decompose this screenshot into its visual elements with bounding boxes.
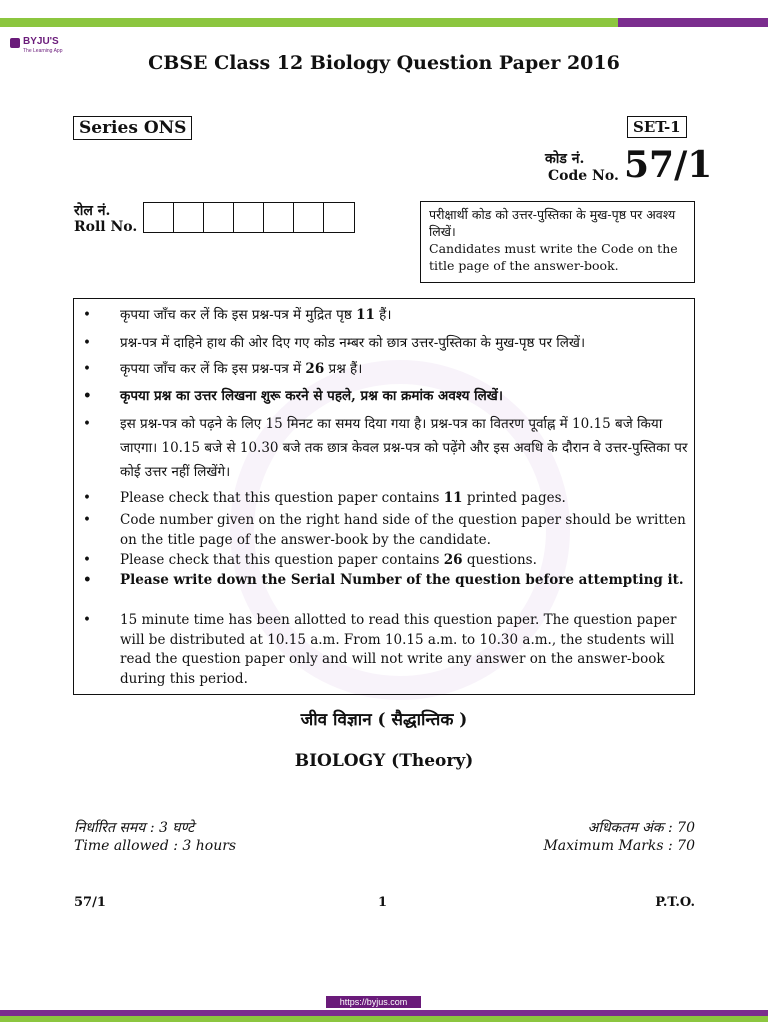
roll-digit-box[interactable] xyxy=(144,203,174,232)
series-label: Series ONS xyxy=(73,116,192,140)
subject-title-english: BIOLOGY (Theory) xyxy=(294,751,474,771)
instruction-hindi-1: • कृपया जाँच कर लें कि इस प्रश्न-पत्र में मुद्रित पृष्ठ 11 हैं। xyxy=(120,303,688,327)
footer-code: 57/1 xyxy=(74,895,106,910)
top-color-bar xyxy=(0,0,768,30)
instruction-hindi-5: • इस प्रश्न-पत्र को पढ़ने के लिए 15 मिनट का समय दिया गया है। प्रश्न-पत्र का वितरण पूर्वाह्न में 10.15 बजे किया जाएगा। 10.15 बजे से 10.30 बजे तक छात्र केवल प्रश्न-पत्र को पढ़ेंगे और इस अवधि के दौरान वे उत्तर-पुस्तिका पर कोई उत्तर नहीं लिखेंगे। xyxy=(120,412,688,484)
bullet-icon: • xyxy=(83,490,91,506)
roll-number-boxes[interactable] xyxy=(143,202,355,233)
time-allowed-hindi: निर्धारित समय : 3 घण्टे xyxy=(74,820,195,836)
logo-tagline: The Learning App xyxy=(23,48,63,54)
roll-digit-box[interactable] xyxy=(264,203,294,232)
instruction-english-4: • Please write down the Serial Number of the question before attempting it. xyxy=(120,571,688,591)
footer-pto: P.T.O. xyxy=(655,895,695,910)
logo-mark-icon xyxy=(10,38,20,48)
code-note-english: Candidates must write the Code on the title page of the answer-book. xyxy=(429,241,678,273)
maximum-marks-english: Maximum Marks : 70 xyxy=(543,838,695,854)
instructions-box xyxy=(73,298,695,695)
roll-digit-box[interactable] xyxy=(174,203,204,232)
instruction-english-5: • 15 minute time has been allotted to read this question paper. The question paper will be distributed at 10.15 a.m. From 10.15 a.m. to 10.30 a.m., the students will read the question paper only and will not write any answer on the answer-book during this period. xyxy=(83,612,677,687)
instruction-english-2: • Code number given on the right hand side of the question paper should be written on the title page of the answer-book by the candidate. xyxy=(83,512,686,548)
instruction-english-3: • Please check that this question paper contains 26 questions. xyxy=(120,551,688,571)
code-note-box xyxy=(420,201,695,283)
set-label: SET-1 xyxy=(627,116,687,138)
code-note-hindi: परीक्षार्थी कोड को उत्तर-पुस्तिका के मुख-पृष्ठ पर अवश्य लिखें। xyxy=(429,207,676,239)
code-label-hindi: कोड नं. xyxy=(545,151,585,167)
subject-title-hindi: जीव विज्ञान ( सैद्धान्तिक ) xyxy=(300,710,468,730)
roll-label-hindi: रोल नं. xyxy=(74,203,111,219)
website-link[interactable]: https://byjus.com xyxy=(326,996,421,1008)
bullet-icon: • xyxy=(83,335,91,351)
code-number: 57/1 xyxy=(624,144,713,186)
instruction-hindi-3: • कृपया जाँच कर लें कि इस प्रश्न-पत्र में 26 प्रश्न हैं। xyxy=(120,357,688,381)
bullet-icon: • xyxy=(83,388,92,404)
bottom-color-bar xyxy=(0,1010,768,1024)
roll-digit-box[interactable] xyxy=(294,203,324,232)
time-allowed-english: Time allowed : 3 hours xyxy=(74,838,237,854)
bullet-icon: • xyxy=(83,572,92,588)
instruction-hindi-4: • कृपया प्रश्न का उत्तर लिखना शुरू करने से पहले, प्रश्न का क्रमांक अवश्य लिखें। xyxy=(120,384,688,408)
bullet-icon: • xyxy=(83,307,91,323)
roll-label-english: Roll No. xyxy=(74,219,138,235)
bullet-icon: • xyxy=(83,552,91,568)
bullet-icon: • xyxy=(83,612,91,628)
instruction-hindi-2: • प्रश्न-पत्र में दाहिने हाथ की ओर दिए गए कोड नम्बर को छात्र उत्तर-पुस्तिका के मुख-पृष्ठ पर लिखें। xyxy=(120,331,688,355)
maximum-marks-hindi: अधिकतम अंक : 70 xyxy=(587,820,695,836)
bullet-icon: • xyxy=(83,361,91,377)
code-label-english: Code No. xyxy=(548,168,619,184)
page-title: CBSE Class 12 Biology Question Paper 2016 xyxy=(148,52,620,74)
bullet-icon: • xyxy=(83,416,91,432)
logo-name: BYJU'S xyxy=(23,36,59,47)
page-number: 1 xyxy=(378,895,388,910)
bullet-icon: • xyxy=(83,512,91,528)
roll-digit-box[interactable] xyxy=(234,203,264,232)
roll-digit-box[interactable] xyxy=(204,203,234,232)
roll-digit-box[interactable] xyxy=(324,203,354,232)
instruction-english-1: • Please check that this question paper contains 11 printed pages. xyxy=(120,489,688,509)
